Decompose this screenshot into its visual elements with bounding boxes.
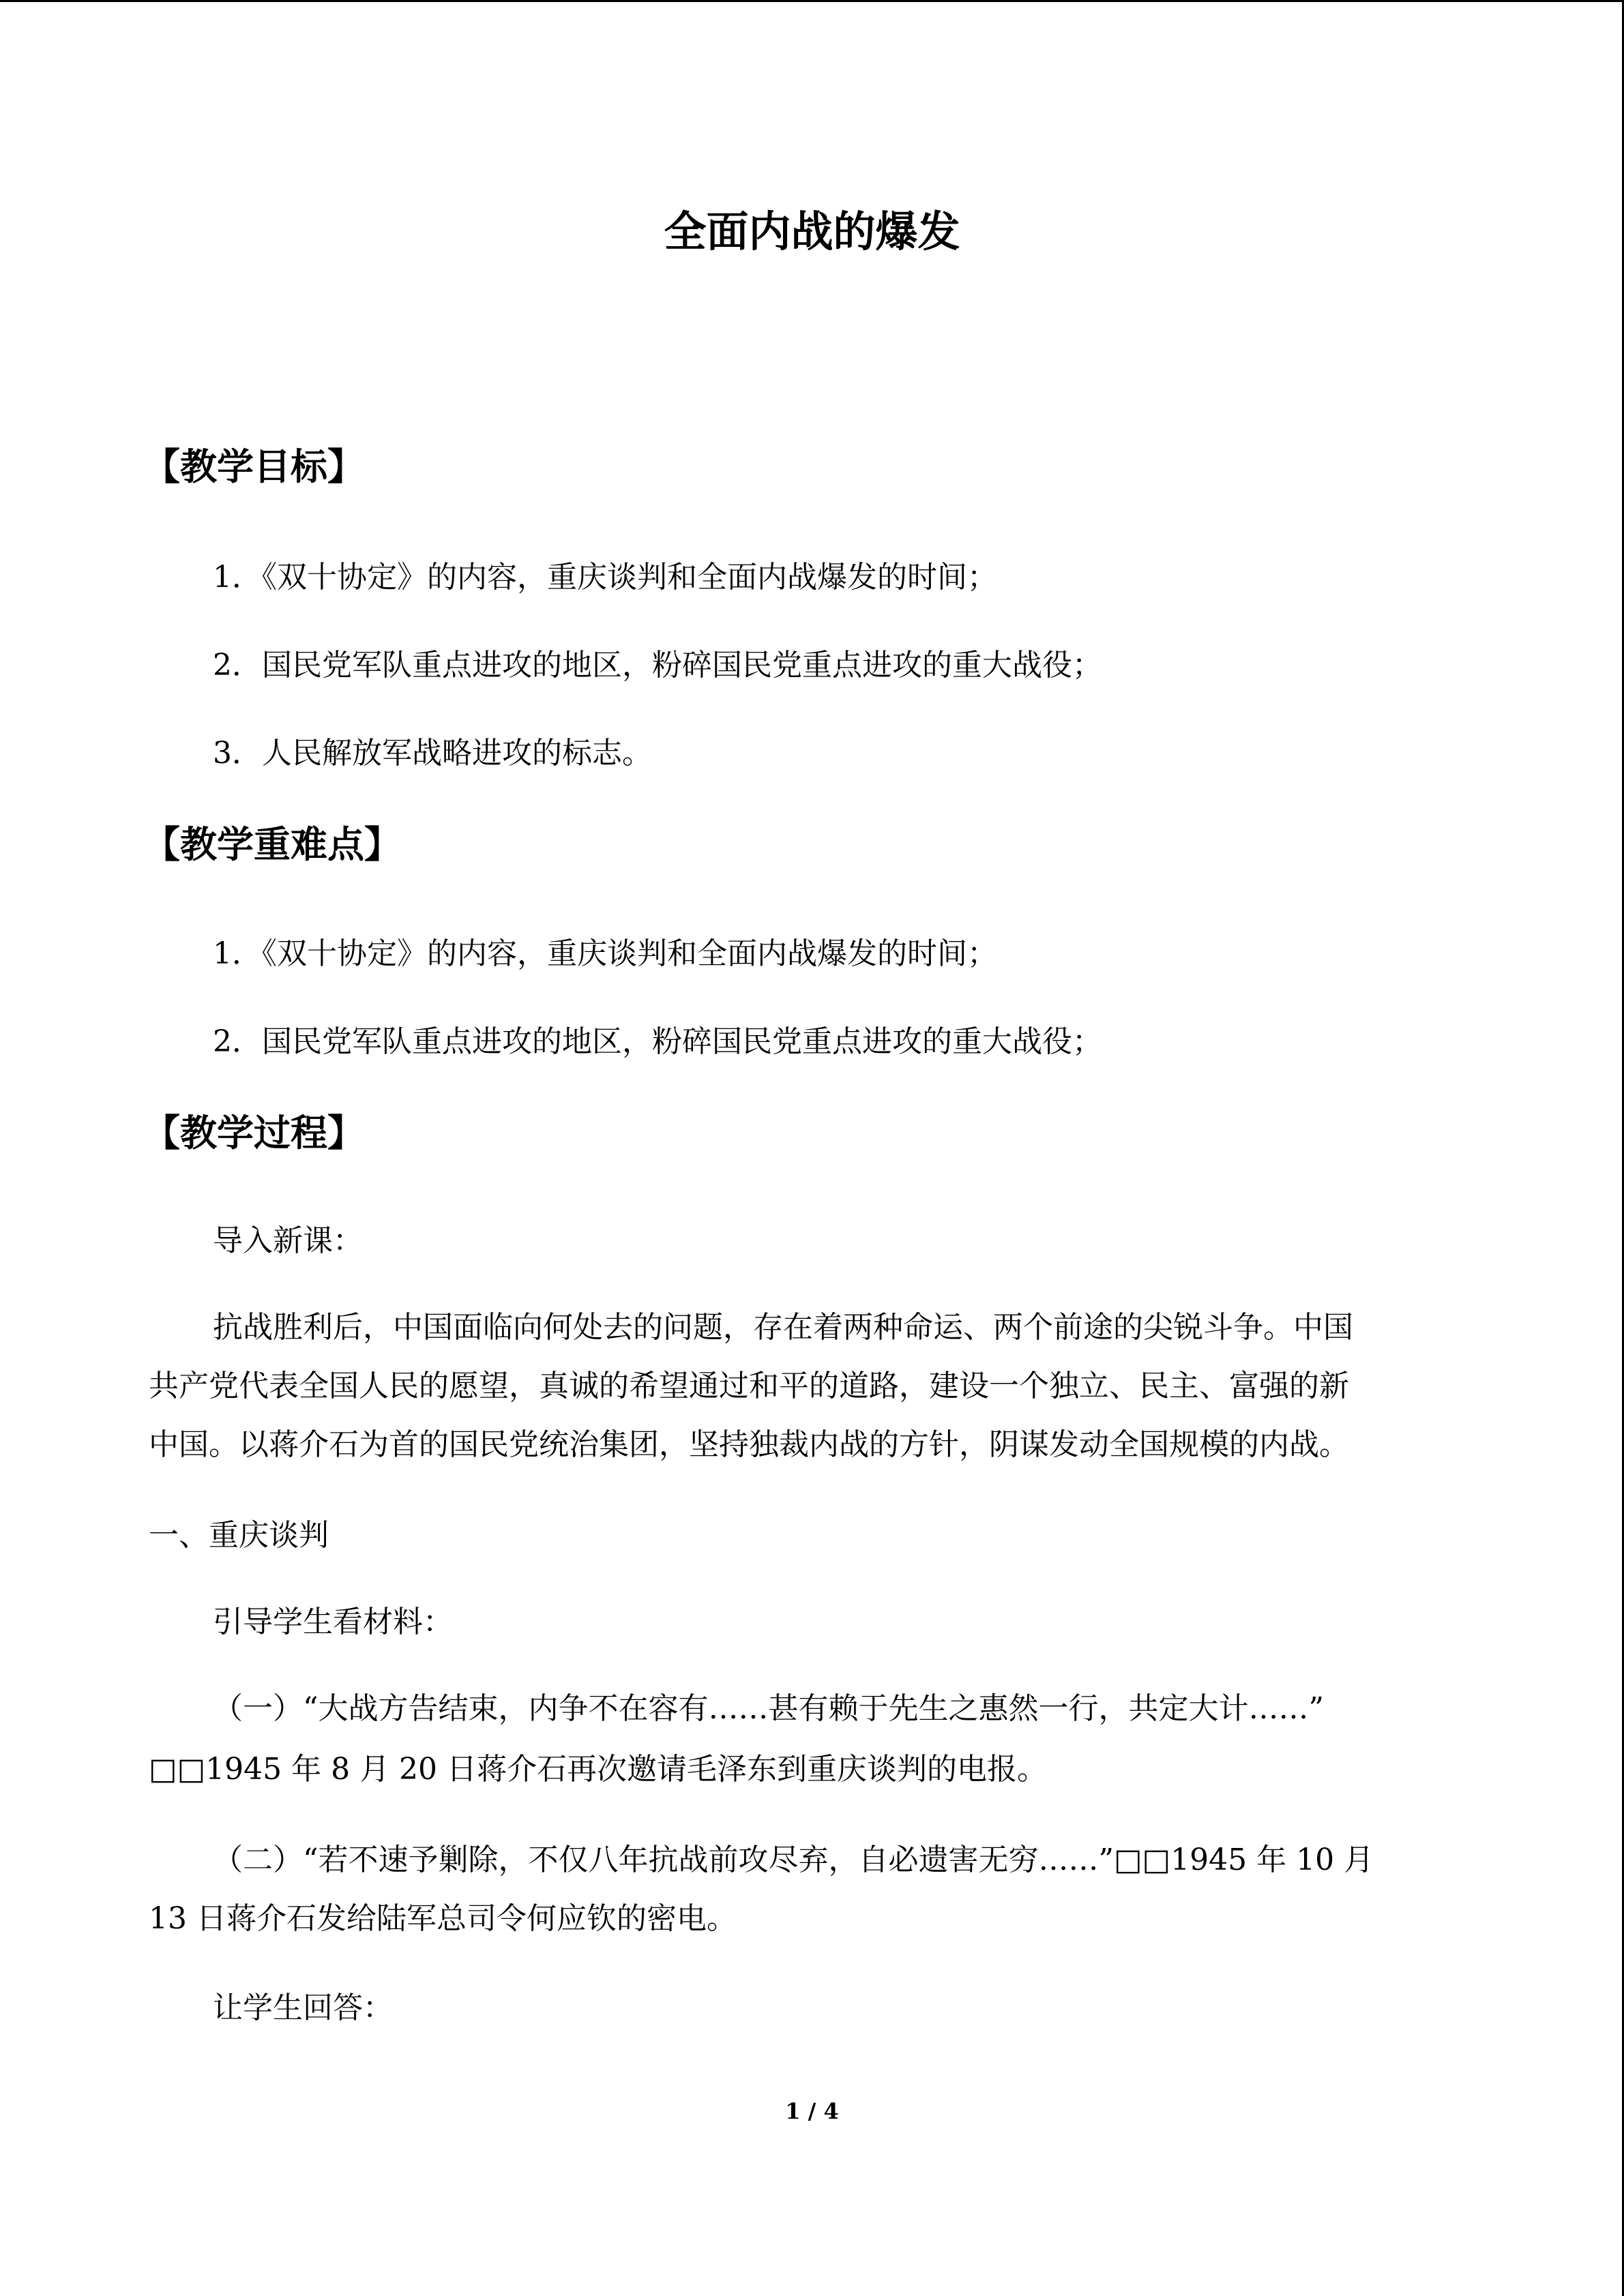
- material-2-line: （二）“若不速予剿除，不仅八年抗战前攻尽弃，自必遗害无穷……”□□1945 年 10 月: [213, 1843, 1374, 1877]
- intro-paragraph-line: 共产党代表全国人民的愿望，真诚的希望通过和平的道路，建设一个独立、民主、富强的新: [149, 1369, 1349, 1403]
- material-1-line: （一）“大战方告结束，内争不在容有……甚有赖于先生之惠然一行，共定大计……”: [213, 1691, 1324, 1726]
- intro-paragraph-line: 抗战胜利后，中国面临向何处去的问题，存在着两种命运、两个前途的尖锐斗争。中国: [213, 1310, 1353, 1345]
- intro-paragraph-line: 中国。以蒋介石为首的国民党统治集团，坚持独裁内战的方针，阴谋发动全国规模的内战。: [149, 1427, 1349, 1462]
- key-point-item: 2．国民党军队重点进攻的地区，粉碎国民党重点进攻的重大战役；: [213, 1024, 1102, 1059]
- guide-label: 引导学生看材料：: [213, 1605, 453, 1639]
- intro-label: 导入新课：: [213, 1223, 363, 1258]
- key-point-item: 1．《双十协定》的内容，重庆谈判和全面内战爆发的时间；: [213, 936, 997, 971]
- material-1-line: □□1945 年 8 月 20 日蒋介石再次邀请毛泽东到重庆谈判的电报。: [149, 1752, 1048, 1787]
- material-2-line: 13 日蒋介石发给陆军总司令何应钦的密电。: [149, 1901, 737, 1936]
- answer-label: 让学生回答：: [213, 1991, 393, 2025]
- document-title: 全面内战的爆发: [664, 207, 960, 256]
- section-heading-objectives: 【教学目标】: [143, 445, 364, 488]
- page-number: 1 / 4: [785, 2098, 839, 2124]
- objective-item: 3．人民解放军战略进攻的标志。: [213, 736, 652, 771]
- objective-item: 1．《双十协定》的内容，重庆谈判和全面内战爆发的时间；: [213, 560, 997, 595]
- section-heading-key-points: 【教学重难点】: [143, 823, 401, 866]
- section-heading-process: 【教学过程】: [143, 1112, 364, 1154]
- subsection-heading-chongqing: 一、重庆谈判: [149, 1518, 329, 1553]
- top-border-line: [0, 0, 1624, 2]
- objective-item: 2．国民党军队重点进攻的地区，粉碎国民党重点进攻的重大战役；: [213, 648, 1102, 683]
